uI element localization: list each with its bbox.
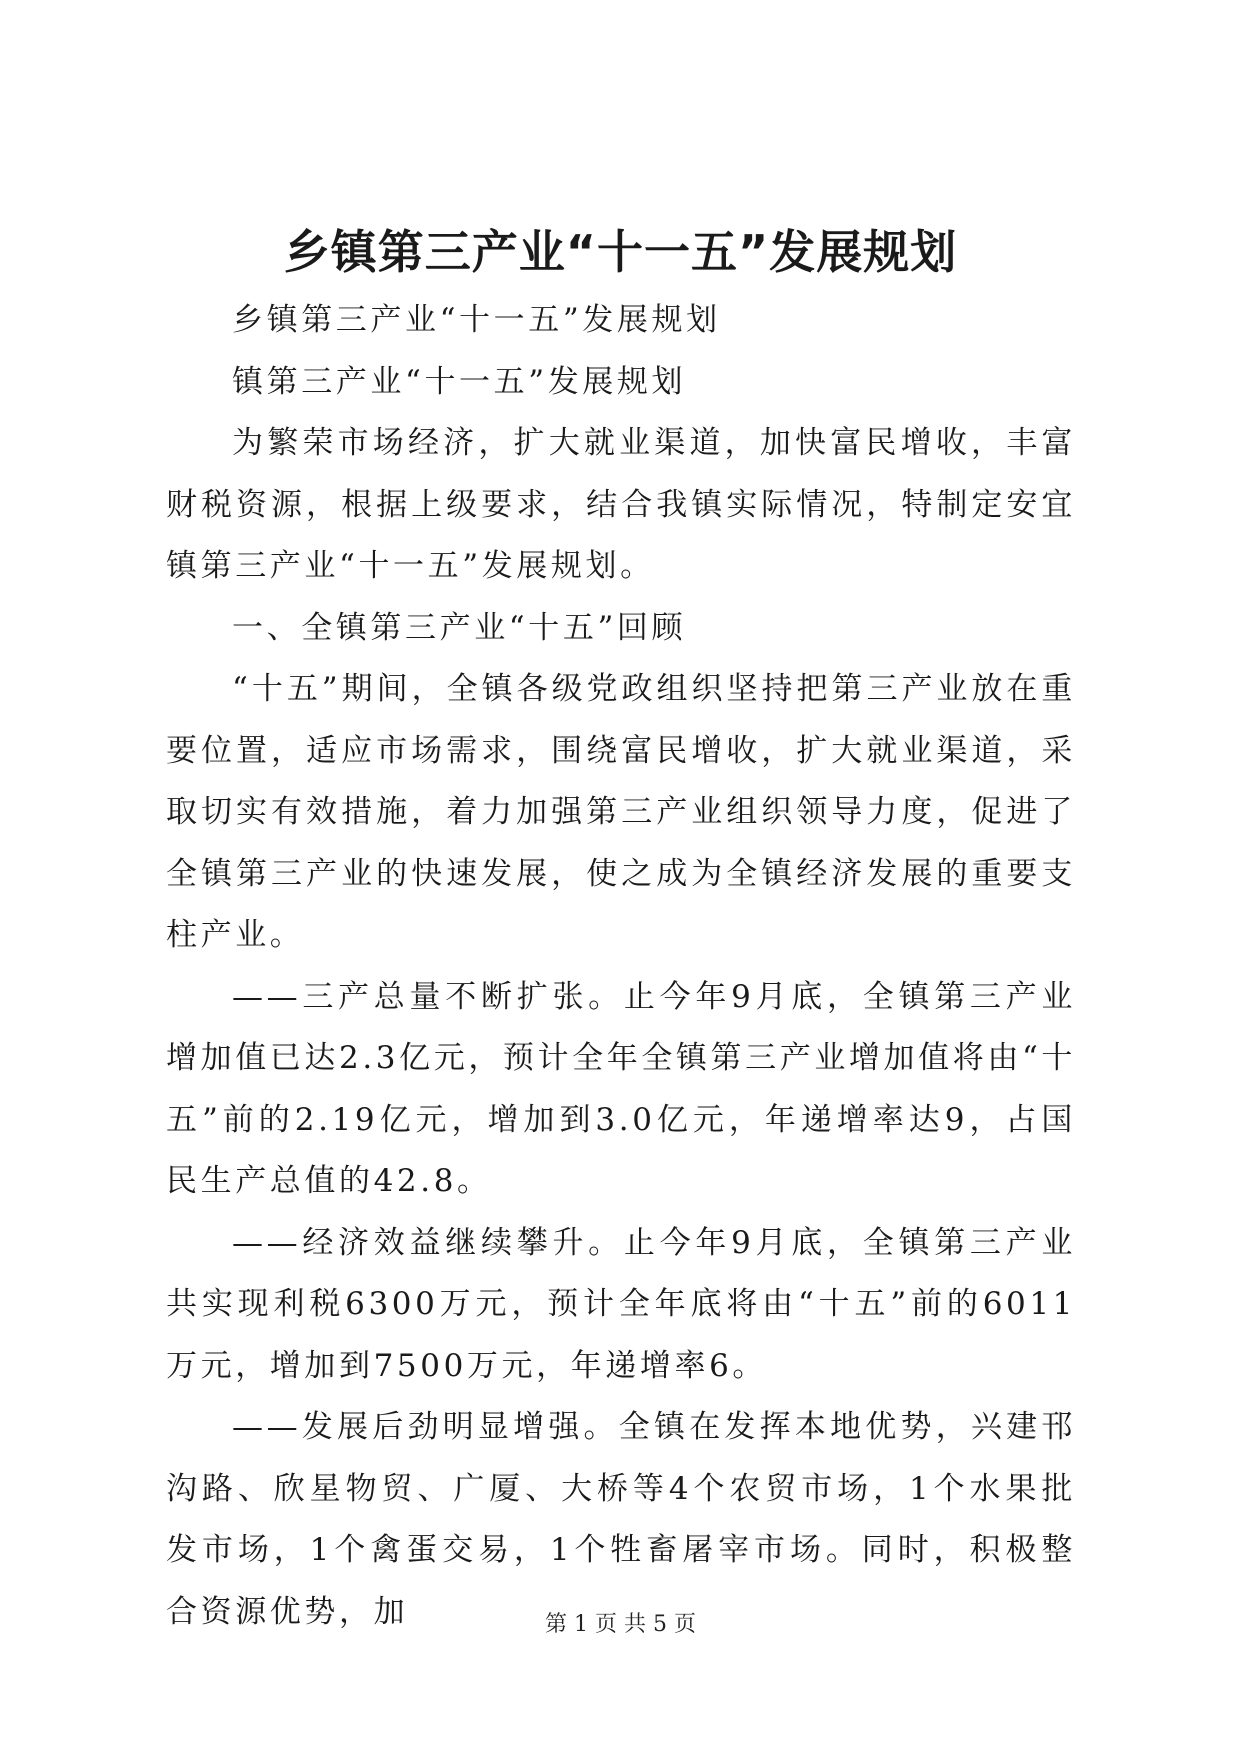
section-heading-review: 一、全镇第三产业“十五”回顾 [232,609,687,646]
paragraph-economic-benefit: ——经济效益继续攀升。止今年9月底，全镇第三产业共实现利税6300万元，预计全年底将由“十五”前的6011万元，增加到7500万元，年递增率6。 [166,1224,1076,1384]
paragraph-development-momentum: ——发展后劲明显增强。全镇在发挥本地优势，兴建邗沟路、欣星物贸、广厦、大桥等4个农贸市场，1个水果批发市场，1个禽蛋交易，1个牲畜屠宰市场。同时，积极整合资源优势，加 [166,1409,1076,1630]
paragraph-subtitle: 乡镇第三产业“十一五”发展规划 [232,302,721,338]
document-body [166,290,1076,1643]
document-title: 乡镇第三产业“十一五”发展规划 [283,225,958,279]
paragraph-intro: 为繁荣市场经济，扩大就业渠道，加快富民增收，丰富财税资源，根据上级要求，结合我镇实际情况，特制定安宜镇第三产业“十一五”发展规划。 [166,425,1076,584]
paragraph-review: “十五”期间，全镇各级党政组织坚持把第三产业放在重要位置，适应市场需求，围绕富民增收，扩大就业渠道，采取切实有效措施，着力加强第三产业组织领导力度，促进了全镇第三产业的快速发展，使之成为全镇经济发展的重要支柱产业。 [166,671,1076,953]
page-number-footer: 第 1 页 共 5 页 [545,1612,696,1637]
paragraph-total-volume: ——三产总量不断扩张。止今年9月底，全镇第三产业增加值已达2.3亿元，预计全年全镇第三产业增加值将由“十五”前的2.19亿元，增加到3.0亿元，年递增率达9，占国民生产总值的42.8。 [166,978,1076,1199]
paragraph-subtitle-short: 镇第三产业“十一五”发展规划 [232,363,687,400]
